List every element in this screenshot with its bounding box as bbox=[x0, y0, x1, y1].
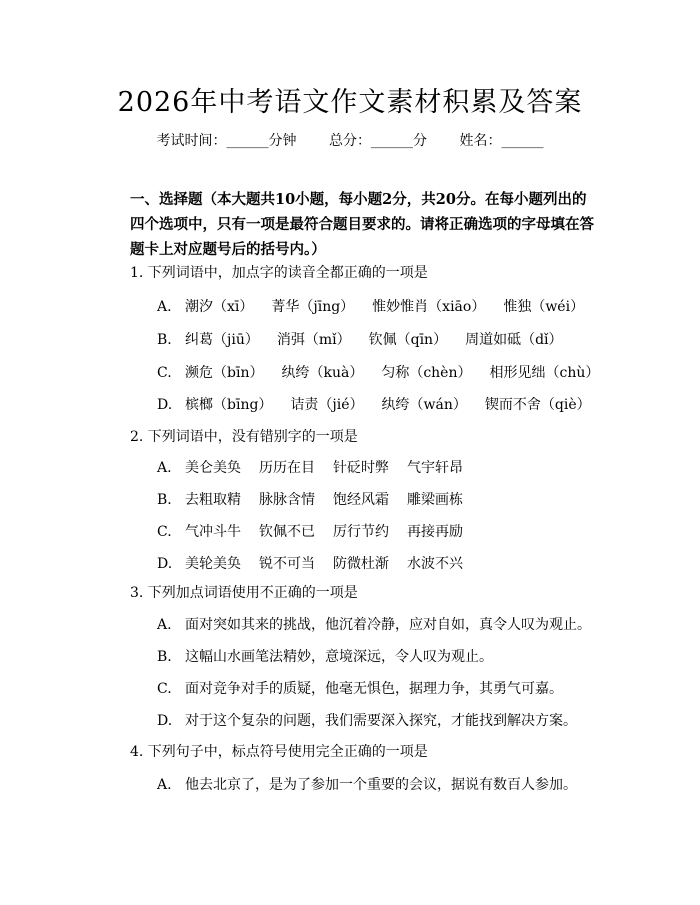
option-term: 气宇轩昂 bbox=[407, 460, 463, 476]
option-term: 钦佩不已 bbox=[259, 524, 315, 540]
question-stem: 4. 下列句子中，标点符号使用完全正确的一项是 bbox=[130, 744, 428, 760]
option-letter: D. bbox=[157, 397, 173, 413]
question-stem: 1. 下列词语中，加点字的读音全都正确的一项是 bbox=[130, 265, 428, 281]
option-letter: A. bbox=[157, 617, 172, 633]
option-term: 气冲斗牛 bbox=[185, 524, 241, 540]
option-term: 纨绔（kuà） bbox=[281, 365, 364, 381]
option-term: 水波不兴 bbox=[407, 556, 463, 572]
option-letter: A. bbox=[157, 299, 172, 315]
option-term: 面对突如其来的挑战，他沉着冷静，应对自如，真令人叹为观止。 bbox=[185, 617, 591, 633]
option-term: 雕梁画栋 bbox=[407, 492, 463, 508]
answer-option bbox=[157, 489, 463, 509]
option-letter: B. bbox=[157, 492, 172, 508]
answer-option bbox=[157, 394, 591, 414]
question-stem: 3. 下列加点词语使用不正确的一项是 bbox=[130, 585, 358, 601]
option-term: 锲而不舍（qiè） bbox=[484, 397, 591, 413]
option-term: 美仑美奂 bbox=[185, 460, 241, 476]
option-term: 周道如砥（dǐ） bbox=[465, 332, 563, 348]
question-stem: 2. 下列词语中，没有错别字的一项是 bbox=[130, 429, 358, 445]
option-term: 针砭时弊 bbox=[333, 460, 389, 476]
answer-option bbox=[157, 678, 563, 698]
option-letter: B. bbox=[157, 332, 172, 348]
option-term: 对于这个复杂的问题，我们需要深入探究，才能找到解决方案。 bbox=[185, 713, 577, 729]
option-term: 面对竞争对手的质疑，他毫无惧色，据理力争，其勇气可嘉。 bbox=[185, 681, 563, 697]
option-term: 防微杜渐 bbox=[333, 556, 389, 572]
exam-meta bbox=[0, 130, 700, 150]
section-heading: 一、选择题（本大题共10小题，每小题2分，共20分。在每小题列出的四个选项中，只有一项是最符合题目要求的。请将正确选项的字母填在答题卡上对应题号后的括号内。） bbox=[130, 191, 594, 258]
option-letter: D. bbox=[157, 556, 173, 572]
option-term: 他去北京了，是为了参加一个重要的会议，据说有数百人参加。 bbox=[185, 777, 577, 793]
answer-option bbox=[157, 553, 463, 573]
option-letter: D. bbox=[157, 713, 173, 729]
option-term: 饱经风霜 bbox=[333, 492, 389, 508]
answer-option bbox=[157, 362, 599, 382]
answer-option bbox=[157, 521, 463, 541]
option-letter: B. bbox=[157, 649, 172, 665]
option-term: 消弭（mǐ） bbox=[276, 332, 351, 348]
option-term: 纨绔（wán） bbox=[381, 397, 467, 413]
answer-option bbox=[157, 296, 584, 316]
answer-option bbox=[157, 614, 591, 634]
option-letter: C. bbox=[157, 365, 172, 381]
option-term: 历历在目 bbox=[259, 460, 315, 476]
option-letter: C. bbox=[157, 524, 172, 540]
answer-option bbox=[157, 646, 493, 666]
option-term: 纠葛（jiū） bbox=[185, 332, 259, 348]
answer-option bbox=[157, 710, 577, 730]
answer-option bbox=[157, 457, 463, 477]
option-term: 这幅山水画笔法精妙，意境深远，令人叹为观止。 bbox=[185, 649, 493, 665]
option-term: 脉脉含情 bbox=[259, 492, 315, 508]
student-name-field: 姓名：______ bbox=[459, 133, 544, 149]
option-term: 槟榔（bīng） bbox=[185, 397, 273, 413]
option-term: 濒危（bīn） bbox=[185, 365, 264, 381]
answer-option bbox=[157, 774, 577, 794]
option-term: 惟妙惟肖（xiāo） bbox=[372, 299, 486, 315]
option-term: 钦佩（qīn） bbox=[368, 332, 448, 348]
option-term: 再接再励 bbox=[407, 524, 463, 540]
option-term: 惟独（wéi） bbox=[503, 299, 585, 315]
option-term: 诘责（jié） bbox=[290, 397, 364, 413]
option-term: 相形见绌（chù） bbox=[489, 365, 600, 381]
answer-option bbox=[157, 329, 563, 349]
option-term: 匀称（chèn） bbox=[381, 365, 472, 381]
option-letter: A. bbox=[157, 777, 172, 793]
option-term: 锐不可当 bbox=[259, 556, 315, 572]
option-term: 潮汐（xī） bbox=[185, 299, 254, 315]
total-score-field: 总分：______分 bbox=[329, 133, 427, 149]
option-term: 菁华（jīng） bbox=[271, 299, 355, 315]
exam-time-field: 考试时间：______分钟 bbox=[156, 133, 297, 149]
option-term: 厉行节约 bbox=[333, 524, 389, 540]
option-letter: A. bbox=[157, 460, 172, 476]
option-term: 去粗取精 bbox=[185, 492, 241, 508]
option-term: 美轮美奂 bbox=[185, 556, 241, 572]
page-title: 2026年中考语文作文素材积累及答案 bbox=[117, 87, 583, 118]
option-letter: C. bbox=[157, 681, 172, 697]
